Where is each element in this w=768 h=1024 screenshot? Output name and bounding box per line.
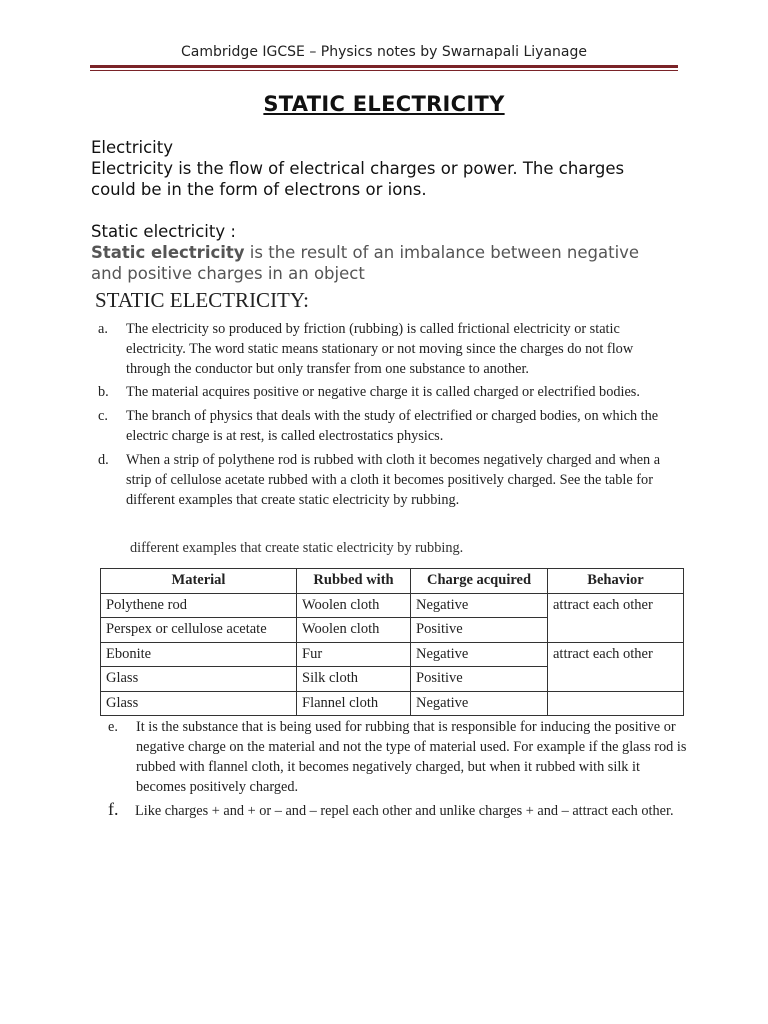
list-line: When a strip of polythene rod is rubbed with cloth it becomes negatively charged and when a — [126, 452, 661, 468]
static-definition-line-1 — [91, 242, 639, 263]
list-marker: f. — [108, 799, 119, 819]
table-cell: Positive — [411, 667, 548, 692]
list-marker: c. — [98, 408, 108, 424]
table-cell: Silk cloth — [297, 667, 411, 692]
table-cell: Glass — [101, 667, 297, 692]
table-cell: Negative — [411, 593, 548, 618]
table-cell-behavior: attract each other — [548, 593, 684, 642]
table-cell-behavior — [548, 691, 684, 716]
list-line: becomes positively charged. — [136, 779, 299, 795]
table-cell: Positive — [411, 618, 548, 643]
table-cell: Negative — [411, 691, 548, 716]
table-header-cell: Rubbed with — [297, 569, 411, 594]
table-cell: Polythene rod — [101, 593, 297, 618]
list-marker: b. — [98, 384, 109, 400]
table-row — [101, 691, 684, 716]
table-cell: Negative — [411, 642, 548, 667]
table-cell: Ebonite — [101, 642, 297, 667]
list-line: different examples that create static electricity by rubbing. — [126, 492, 460, 508]
table-header-row — [101, 569, 684, 594]
electricity-heading: Electricity — [91, 138, 173, 157]
list-line: negative charge on the material and not the type of material used. For example if the glass rod is — [136, 739, 687, 755]
list-marker: d. — [98, 452, 109, 468]
materials-table — [100, 568, 684, 716]
cropped-text-strip — [130, 540, 530, 557]
table-cell: Flannel cloth — [297, 691, 411, 716]
list-line: The material acquires positive or negative charge it is called charged or electrified bodies. — [126, 384, 640, 400]
list-line: rubbed with flannel cloth, it becomes negatively charged, but when it rubbed with silk it — [136, 759, 640, 775]
electricity-line-1: Electricity is the flow of electrical charges or power. The charges — [91, 159, 625, 178]
table-header-cell: Behavior — [548, 569, 684, 594]
header-rule-thick — [90, 65, 678, 68]
static-definition-rest: is the result of an imbalance between negative — [244, 243, 640, 262]
header-rule-thin — [90, 70, 678, 71]
table-cell: Woolen cloth — [297, 618, 411, 643]
list-line: through the conductor but only transfer from one substance to another. — [126, 361, 529, 377]
cropped-text: different examples that create static electricity by rubbing. — [130, 540, 464, 556]
list-line: electric charge is at rest, is called electrostatics physics. — [126, 428, 444, 444]
table-cell: Perspex or cellulose acetate — [101, 618, 297, 643]
list-line: electricity. The word static means stationary or not moving since the charges do not flow — [126, 341, 634, 357]
list-marker: a. — [98, 321, 108, 337]
static-definition-line-2: and positive charges in an object — [91, 264, 365, 283]
table-cell: Glass — [101, 691, 297, 716]
scan-title: STATIC ELECTRICITY: — [95, 288, 309, 312]
table-cell-behavior: attract each other — [548, 642, 684, 691]
list-line: The branch of physics that deals with the study of electrified or charged bodies, on which the — [126, 408, 659, 424]
static-definition-bold: Static electricity — [91, 243, 245, 262]
page-header: Cambridge IGCSE – Physics notes by Swarnapali Liyanage — [181, 44, 587, 60]
list-marker: e. — [108, 719, 118, 735]
list-line: It is the substance that is being used for rubbing that is responsible for inducing the positive or — [136, 719, 676, 735]
list-line: strip of cellulose acetate rubbed with a cloth it becomes positively charged. See the table for — [126, 472, 653, 488]
table-cell: Woolen cloth — [297, 593, 411, 618]
table-header-cell: Material — [101, 569, 297, 594]
electricity-line-2: could be in the form of electrons or ions. — [91, 180, 427, 199]
static-heading: Static electricity : — [91, 222, 236, 241]
table-row — [101, 642, 684, 667]
table-header-cell: Charge acquired — [411, 569, 548, 594]
list-line: The electricity so produced by friction (rubbing) is called frictional electricity or static — [126, 321, 620, 337]
table-row — [101, 593, 684, 618]
page-title: STATIC ELECTRICITY — [263, 92, 505, 116]
table-cell: Fur — [297, 642, 411, 667]
list-line: Like charges + and + or – and – repel each other and unlike charges + and – attract each other. — [135, 803, 674, 819]
